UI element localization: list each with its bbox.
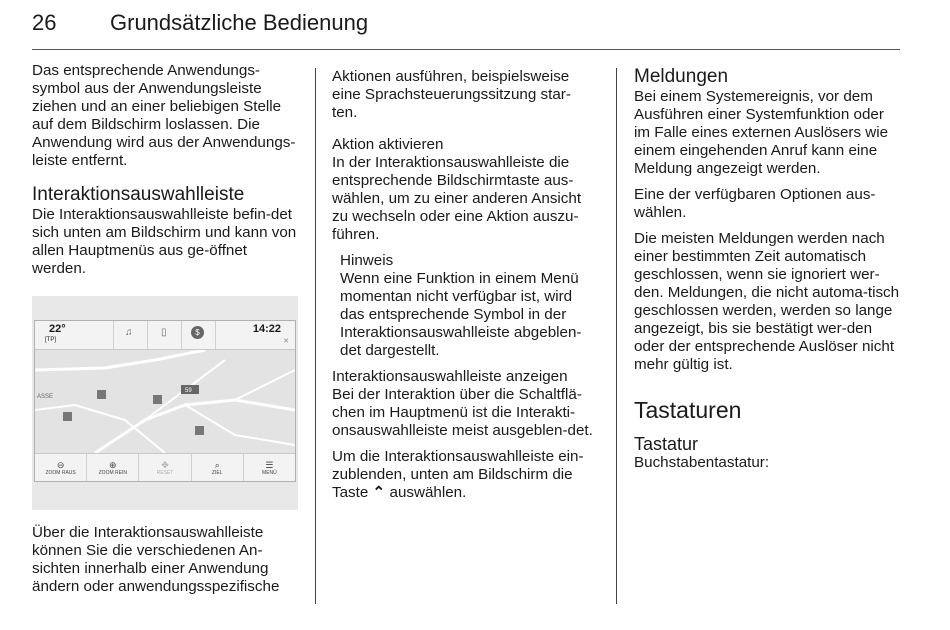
traffic-program-label: [TP] xyxy=(45,337,57,343)
destination-search-icon: ⌕ xyxy=(214,460,220,470)
paragraph: Eine der verfügbaren Optionen aus-wählen. xyxy=(634,186,876,221)
paragraph: Bei einem Systemereignis, vor dem Ausführen einer Systemfunktion oder im Falle eines externen Auslösers wie einem eingehenden Anruf kann eine Meldung angezeigt werden. xyxy=(634,88,889,177)
header-divider xyxy=(32,49,900,50)
paragraph: Um die Interaktionsauswahlleiste ein-zublenden, unten am Bildschirm die Taste ⌃ auswählen. xyxy=(332,448,584,501)
chevron-up-icon: ⌃ xyxy=(372,484,386,501)
zoom-in-icon: ⊕ xyxy=(109,460,117,470)
page-number: 26 xyxy=(32,10,57,35)
note-title: Hinweis xyxy=(340,252,394,269)
music-icon: ♫ xyxy=(125,327,133,338)
paragraph: Die Interaktionsauswahlleiste befin-det sich unten am Bildschirm und kann von allen Hauptmenüs aus ge-öffnet werden. xyxy=(32,206,297,277)
paragraph: Das entsprechende Anwendungs-symbol aus der Anwendungsleiste ziehen und an einer beliebigen Stelle auf dem Bildschirm loslassen. Die Anwendung wird aus der Anwendungs-leiste entfernt. xyxy=(32,62,296,169)
reset-button[interactable]: ✥ RESET xyxy=(139,454,191,482)
destination-button[interactable]: ⌕ ZIEL xyxy=(192,454,244,482)
navigation-app-icon: $ xyxy=(191,326,204,339)
zoom-out-button[interactable]: ⊖ ZOOM RAUS xyxy=(35,454,87,482)
menu-icon: ☰ xyxy=(265,460,274,470)
note-box xyxy=(332,252,596,360)
chapter-heading: Tastaturen xyxy=(634,397,742,423)
signal-icon: ✕ xyxy=(283,338,289,345)
column-right xyxy=(634,66,902,480)
infotainment-screen xyxy=(34,320,296,482)
paragraph: Bei der Interaktion über die Schaltflä-chen im Hauptmenü ist die Interakti-onsauswahlleiste meist ausgeblen-det. xyxy=(332,386,593,439)
temperature: 22° xyxy=(49,323,66,335)
chapter-title: Grundsätzliche Bedienung xyxy=(110,10,369,35)
paragraph: In der Interaktionsauswahlleiste die entsprechende Bildschirmtaste aus-wählen, um zu einer anderen Ansicht zu wechseln oder eine Aktion auszu-führen. xyxy=(332,154,582,243)
paragraph: Über die Interaktionsauswahlleiste können Sie die verschiedenen An-sichten innerhalb einer Anwendung ändern oder anwendungsspezifische xyxy=(32,524,280,595)
paragraph: Aktionen ausführen, beispielsweise eine Sprachsteuerungssitzung star-ten. xyxy=(332,68,571,121)
subheading: Interaktionsauswahlleiste anzeigen xyxy=(332,368,568,385)
column-left-bottom xyxy=(32,524,298,604)
zoom-in-button[interactable]: ⊕ ZOOM REIN xyxy=(87,454,139,482)
note-text: Wenn eine Funktion in einem Menü momentan nicht verfügbar ist, wird das entsprechende Symbol in der Interaktionsauswahlleiste abgeblen-det dargestellt. xyxy=(340,270,582,359)
paragraph: Die meisten Meldungen werden nach einer bestimmten Zeit automatisch geschlossen, wenn sie ignoriert wer-den. Meldungen, die nicht automa-tisch geschlossen werden, werden so lange angezeigt, bis sie bestätigt wer-den oder der entsprechende Auslöser nicht mehr gültig ist. xyxy=(634,230,900,373)
status-bar xyxy=(35,321,295,350)
clock: 14:22 xyxy=(252,323,281,335)
paragraph: Buchstabentastatur: xyxy=(634,454,770,471)
phone-icon: ▯ xyxy=(161,327,167,338)
subheading: Aktion aktivieren xyxy=(332,136,444,153)
reset-icon: ✥ xyxy=(161,460,169,470)
navigation-map xyxy=(35,350,295,453)
map-label: ASSE xyxy=(37,394,54,400)
menu-button[interactable]: ☰ MENÜ xyxy=(262,460,277,476)
column-middle xyxy=(332,68,596,510)
map-graphic xyxy=(35,350,295,453)
section-heading: Meldungen xyxy=(634,66,729,87)
road-badge: 59 xyxy=(185,388,192,394)
page-header xyxy=(32,8,900,52)
zoom-out-icon: ⊖ xyxy=(56,460,65,470)
column-divider xyxy=(315,68,316,604)
section-heading: Tastatur xyxy=(634,434,699,454)
screenshot-figure xyxy=(32,296,298,510)
section-heading: Interaktionsauswahlleiste xyxy=(32,184,245,205)
column-divider xyxy=(616,68,617,604)
column-left xyxy=(32,62,298,286)
interaction-selector-bar xyxy=(35,453,295,482)
